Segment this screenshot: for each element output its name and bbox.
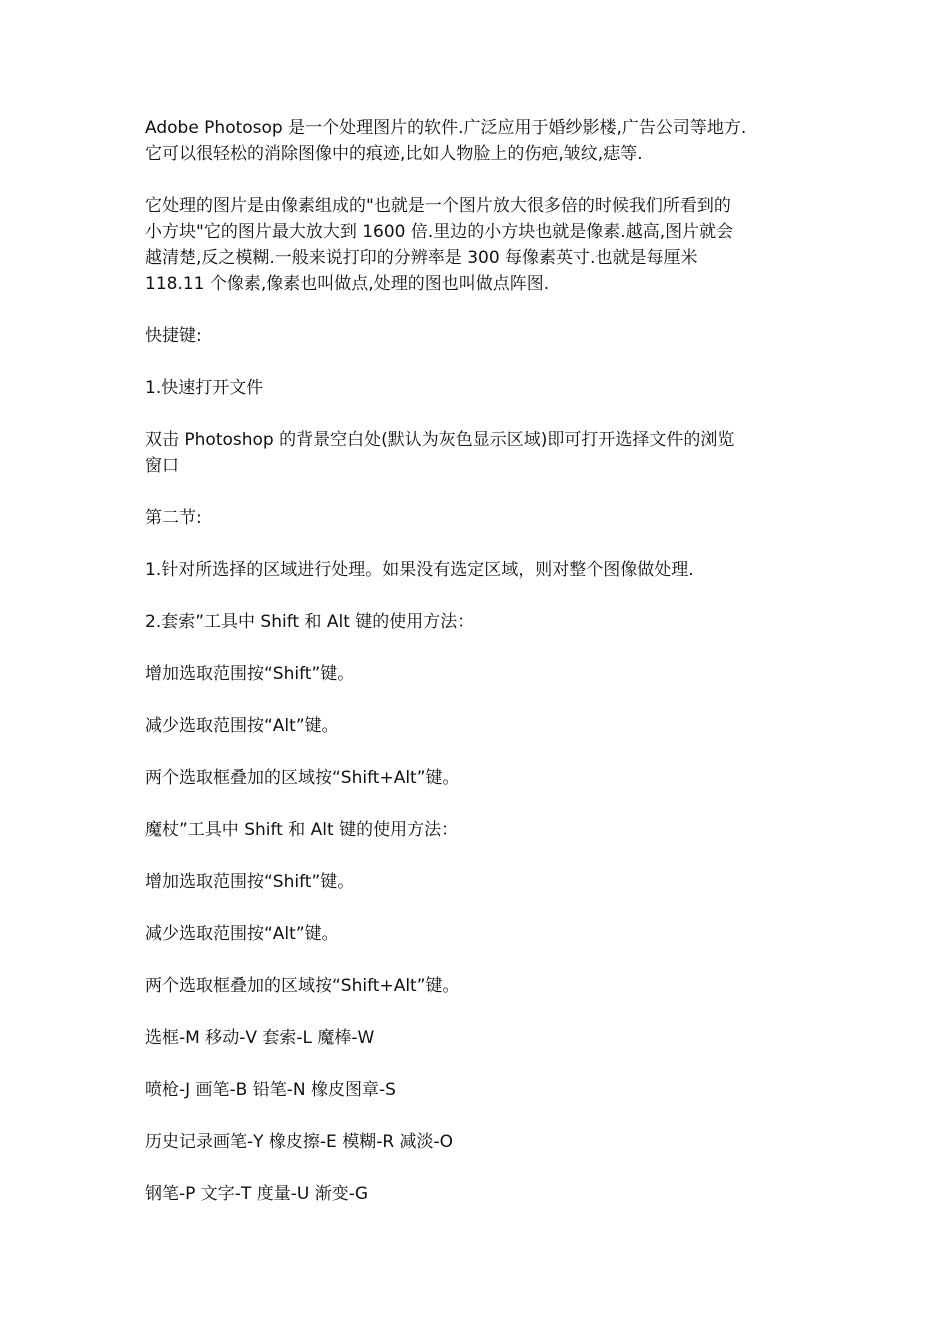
paragraph-shortcut-row-2 (145, 1077, 825, 1103)
text-line: 它可以很轻松的消除图像中的痕迹,比如人物脸上的伤疤,皱纹,痣等. (145, 144, 643, 164)
document-body (145, 115, 825, 1233)
text-line: 增加选取范围按“Shift”键。 (145, 664, 355, 684)
text-line: 它处理的图片是由像素组成的"也就是一个图片放大很多倍的时候我们所看到的 (145, 196, 731, 216)
text-line: 选框-M 移动-V 套索-L 魔棒-W (145, 1028, 375, 1048)
paragraph-wand-subtract (145, 921, 825, 947)
paragraph-lasso-add (145, 661, 825, 687)
paragraph-wand-title (145, 817, 825, 843)
paragraph-lasso-title (145, 609, 825, 635)
paragraph-open-file-title (145, 375, 825, 401)
text-line: 小方块"它的图片最大放大到 1600 倍.里边的小方块也就是像素.越高,图片就会 (145, 222, 734, 242)
text-line: 118.11 个像素,像素也叫做点,处理的图也叫做点阵图. (145, 274, 550, 294)
text-line: Adobe Photosop 是一个处理图片的软件.广泛应用于婚纱影楼,广告公司等地方. (145, 118, 747, 138)
text-line: 减少选取范围按“Alt”键。 (145, 924, 339, 944)
text-line: 减少选取范围按“Alt”键。 (145, 716, 339, 736)
text-line: 快捷键: (145, 326, 202, 346)
paragraph-pixels (145, 193, 825, 297)
paragraph-selection-processing (145, 557, 825, 583)
text-line: 钢笔-P 文字-T 度量-U 渐变-G (145, 1184, 369, 1204)
text-line: 窗口 (145, 456, 179, 476)
paragraph-wand-add (145, 869, 825, 895)
text-line: 增加选取范围按“Shift”键。 (145, 872, 355, 892)
text-line: 2.套索”工具中 Shift 和 Alt 键的使用方法： (145, 612, 475, 632)
heading-section-two (145, 505, 825, 531)
paragraph-lasso-intersect (145, 765, 825, 791)
text-line: 两个选取框叠加的区域按“Shift+Alt”键。 (145, 976, 460, 996)
heading-shortcuts (145, 323, 825, 349)
text-line: 喷枪-J 画笔-B 铅笔-N 橡皮图章-S (145, 1080, 396, 1100)
paragraph-shortcut-row-1 (145, 1025, 825, 1051)
paragraph-intro (145, 115, 825, 167)
paragraph-lasso-subtract (145, 713, 825, 739)
text-line: 越清楚,反之模糊.一般来说打印的分辨率是 300 每像素英寸.也就是每厘米 (145, 248, 698, 268)
text-line: 双击 Photoshop 的背景空白处(默认为灰色显示区域)即可打开选择文件的浏览 (145, 430, 735, 450)
paragraph-wand-intersect (145, 973, 825, 999)
paragraph-shortcut-row-4 (145, 1181, 825, 1207)
paragraph-open-file-desc (145, 427, 825, 479)
text-line: 1.针对所选择的区域进行处理。如果没有选定区域，则对整个图像做处理. (145, 560, 694, 580)
text-line: 第二节: (145, 508, 202, 528)
text-line: 历史记录画笔-Y 橡皮擦-E 模糊-R 减淡-O (145, 1132, 454, 1152)
text-line: 两个选取框叠加的区域按“Shift+Alt”键。 (145, 768, 460, 788)
text-line: 1.快速打开文件 (145, 378, 264, 398)
paragraph-shortcut-row-3 (145, 1129, 825, 1155)
text-line: 魔杖”工具中 Shift 和 Alt 键的使用方法： (145, 820, 459, 840)
